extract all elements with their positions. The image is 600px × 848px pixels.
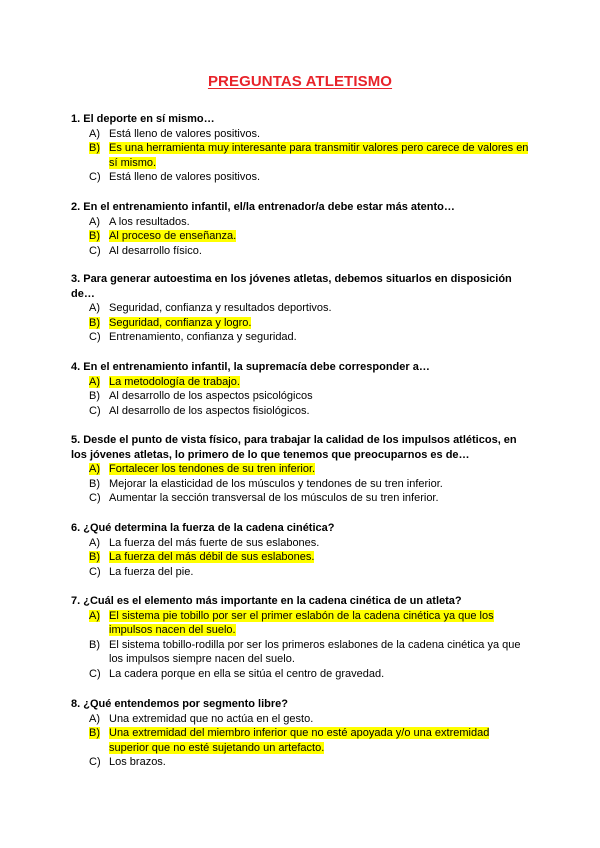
option-text: Los brazos. <box>109 756 166 768</box>
option-b-correct <box>71 550 531 565</box>
option-text: Mejorar la elasticidad de los músculos y tendones de su tren inferior. <box>109 477 443 490</box>
option-text: Al desarrollo físico. <box>109 244 202 257</box>
option-text: Al desarrollo de los aspectos fisiológicos. <box>109 404 310 417</box>
question-text: 4. En el entrenamiento infantil, la supremacía debe corresponder a… <box>71 361 430 373</box>
option-letter: C) <box>89 244 101 257</box>
option-text: Aumentar la sección transversal de los músculos de su tren inferior. <box>109 492 439 504</box>
option-text-highlighted: Fortalecer los tendones de su tren inferior. <box>109 463 316 475</box>
option-a <box>71 215 531 230</box>
option-a <box>71 712 531 727</box>
option-letter: C) <box>89 171 101 183</box>
question-text: 3. Para generar autoestima en los jóvenes atletas, debemos situarlos en disposición de… <box>71 273 512 300</box>
option-text: Está lleno de valores positivos. <box>109 171 261 183</box>
option-b <box>71 638 531 667</box>
option-text: Entrenamiento, confianza y seguridad. <box>109 331 297 343</box>
option-b-correct <box>71 229 531 244</box>
option-letter: B) <box>89 316 100 329</box>
option-c <box>71 404 531 419</box>
option-letter: B) <box>89 551 100 563</box>
option-text: La fuerza del más fuerte de sus eslabones. <box>109 536 320 549</box>
option-b <box>71 389 531 404</box>
option-letter: C) <box>89 667 101 680</box>
option-letter: C) <box>89 492 101 504</box>
option-letter: C) <box>89 331 101 343</box>
page-title: PREGUNTAS ATLETISMO <box>207 73 393 90</box>
option-letter: C) <box>89 404 101 417</box>
option-b-correct <box>71 141 531 170</box>
option-text-highlighted: La fuerza del más débil de sus eslabones. <box>109 551 315 563</box>
question-text: 5. Desde el punto de vista físico, para trabajar la calidad de los impulsos atléticos, en los jóvenes atletas, lo primero de lo que tenemos que preocuparnos es de… <box>71 434 517 461</box>
option-a <box>71 536 531 551</box>
question-4 <box>71 360 531 418</box>
option-text: Al desarrollo de los aspectos psicológicos <box>109 390 313 402</box>
question-7 <box>71 594 531 681</box>
option-a-correct <box>71 462 531 477</box>
question-1 <box>71 112 531 185</box>
option-letter: A) <box>89 712 100 725</box>
option-text-highlighted: La metodología de trabajo. <box>109 375 240 388</box>
question-3 <box>71 272 531 345</box>
option-text: La cadera porque en ella se sitúa el centro de gravedad. <box>109 667 385 680</box>
option-letter: B) <box>89 390 100 402</box>
option-c <box>71 491 531 506</box>
option-b <box>71 477 531 492</box>
option-c <box>71 244 531 259</box>
option-text: A los resultados. <box>109 215 190 228</box>
option-letter: B) <box>89 142 100 154</box>
option-text: La fuerza del pie. <box>109 565 194 578</box>
option-a <box>71 127 531 142</box>
option-a-correct <box>71 375 531 390</box>
option-letter: B) <box>89 727 100 739</box>
option-a-correct <box>71 609 531 638</box>
option-letter: B) <box>89 477 100 490</box>
option-letter: A) <box>89 127 100 140</box>
question-5 <box>71 433 531 506</box>
option-text: Seguridad, confianza y resultados deportivos. <box>109 302 332 314</box>
question-6 <box>71 521 531 579</box>
option-letter: C) <box>89 565 101 578</box>
option-b-correct <box>71 726 531 755</box>
option-letter: B) <box>89 638 100 651</box>
option-letter: A) <box>89 536 100 549</box>
question-text: 6. ¿Qué determina la fuerza de la cadena cinética? <box>71 522 335 534</box>
option-letter: A) <box>89 375 100 388</box>
option-text: Está lleno de valores positivos. <box>109 127 261 140</box>
option-letter: A) <box>89 215 100 228</box>
option-letter: A) <box>89 463 100 475</box>
option-c <box>71 755 531 770</box>
option-text: El sistema tobillo-rodilla por ser los primeros eslabones de la cadena cinética ya que los impulsos siempre nacen del suelo. <box>109 638 521 665</box>
option-letter: A) <box>89 609 100 622</box>
option-c <box>71 170 531 185</box>
question-text: 7. ¿Cuál es el elemento más importante en la cadena cinética de un atleta? <box>71 595 462 607</box>
option-text-highlighted: Es una herramienta muy interesante para transmitir valores pero carece de valores en sí mismo. <box>109 142 529 169</box>
question-2 <box>71 200 531 258</box>
option-c <box>71 330 531 345</box>
option-letter: C) <box>89 756 101 768</box>
option-c <box>71 565 531 580</box>
option-text-highlighted: Al proceso de enseñanza. <box>109 230 237 242</box>
question-text: 8. ¿Qué entendemos por segmento libre? <box>71 698 288 710</box>
option-text: Una extremidad que no actúa en el gesto. <box>109 712 314 725</box>
option-c <box>71 667 531 682</box>
option-letter: A) <box>89 302 100 314</box>
option-a <box>71 301 531 316</box>
option-text-highlighted: El sistema pie tobillo por ser el primer eslabón de la cadena cinética ya que los impulsos nacen del suelo. <box>109 609 494 636</box>
option-letter: B) <box>89 230 100 242</box>
option-text-highlighted: Seguridad, confianza y logro. <box>109 316 252 329</box>
question-text: 1. El deporte en sí mismo… <box>71 113 215 125</box>
question-8 <box>71 697 531 770</box>
option-b-correct <box>71 316 531 331</box>
question-text: 2. En el entrenamiento infantil, el/la entrenador/a debe estar más atento… <box>71 201 455 213</box>
option-text-highlighted: Una extremidad del miembro inferior que no esté apoyada y/o una extremidad superior que no esté sujetando un artefacto. <box>109 727 490 754</box>
